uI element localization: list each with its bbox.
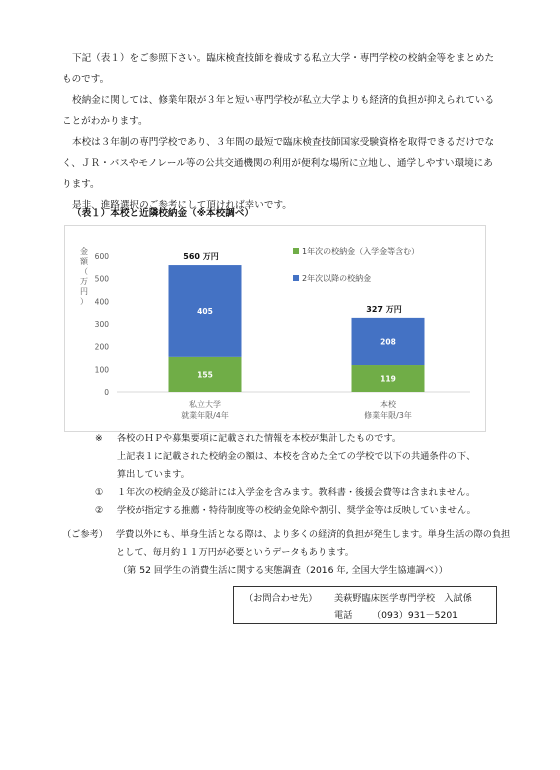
contact-name: 美萩野臨床医学専門学校 入試係: [334, 593, 472, 604]
data-label-0-1: 405: [197, 306, 213, 316]
intro-paragraph-2: 校納金に関しては、修業年限が３年と短い専門学校が私立大学よりも経済的負担が抑えられていることがわかります。: [62, 95, 495, 127]
y-tick-label-3: 300: [94, 320, 109, 329]
reference-label: （ご参考）: [62, 529, 108, 540]
contact-box: [233, 586, 497, 624]
category-label-1-1: 修業年限/3年: [364, 411, 412, 420]
legend-label-0: 1年次の校納金（入学金等含む）: [302, 247, 420, 256]
tuition-chart: [64, 225, 486, 432]
y-tick-label-0: 0: [104, 388, 109, 397]
y-axis-label: 金額（万円）: [80, 247, 88, 306]
note-item-1-text: １年次の校納金及び総計には入学金を含みます。教科書・後援会費等は含まれません。: [117, 487, 476, 498]
total-label-1: 327 万円: [366, 304, 402, 314]
category-label-0-0: 私立大学: [189, 400, 221, 409]
intro-section: [62, 48, 502, 216]
reference-source: （第 52 回学生の消費生活に関する実態調査（2016 年, 全国大学生協連調べ））: [118, 565, 448, 576]
note-main-text: 各校のＨＰや募集要項に記載された情報を本校が集計したものです。: [117, 433, 402, 444]
note-item-2-text: 学校が指定する推薦・特待制度等の校納金免除や割引、奨学金等は反映していません。: [117, 505, 476, 516]
category-label-0-1: 就業年限/4年: [181, 411, 229, 420]
contact-phone: （093）931－5201: [372, 610, 459, 621]
y-tick-label-1: 100: [94, 365, 109, 375]
notes-section: [95, 430, 505, 520]
y-tick-label-6: 600: [94, 252, 109, 261]
note-sub-line-1: 上記表１に記載された校納金の額は、本校を含めた全ての学校で以下の共通条件の下、: [117, 451, 476, 462]
y-tick-label-5: 500: [94, 274, 109, 284]
contact-label: （お問合わせ先）: [244, 593, 318, 604]
y-tick-label-2: 200: [94, 342, 109, 352]
contact-phone-label: 電話: [334, 610, 353, 621]
total-label-0: 560 万円: [183, 252, 219, 262]
note-main: [95, 430, 505, 448]
note-item-1-mark: ①: [95, 487, 104, 498]
note-item-2-mark: ②: [95, 505, 104, 516]
data-label-1-1: 208: [380, 337, 396, 347]
legend-swatch-1: [293, 275, 299, 281]
note-mark: ※: [95, 433, 103, 444]
data-label-1-0: 119: [380, 374, 396, 384]
legend-label-1: 2年次以降の校納金: [302, 274, 372, 283]
note-item-1: [95, 484, 505, 502]
intro-paragraph-4: 是非、進路選択のご参考にして頂ければ幸いです。: [72, 200, 292, 211]
legend-swatch-0: [293, 248, 299, 254]
note-sub-line-2: 算出しています。: [117, 469, 190, 480]
y-tick-label-4: 400: [94, 297, 109, 307]
intro-paragraph-3: 本校は３年制の専門学校であり、３年間の最短で臨床検査技師国家受験資格を取得できるだけでなく、ＪＲ・バスやモノレール等の公共交通機関の利用が便利な場所に立地し、通学しやすい環境にあります。: [62, 137, 495, 190]
category-label-1-0: 本校: [380, 400, 396, 409]
intro-paragraph-1: 下記（表１）をご参照下さい。臨床検査技師を養成する私立大学・専門学校の校納金等をまとめたものです。: [62, 53, 495, 85]
table-caption: （表１）本校と近隣校納金（※本校調べ）: [72, 208, 255, 219]
note-item-2: [95, 502, 505, 520]
chart-canvas: [65, 226, 485, 431]
data-label-0-0: 155: [197, 370, 213, 380]
reference-text: 学費以外にも、単身生活となる際は、より多くの経済的負担が発生します。単身生活の際の負担として、毎月約１１万円が必要というデータもあります。: [116, 529, 511, 558]
